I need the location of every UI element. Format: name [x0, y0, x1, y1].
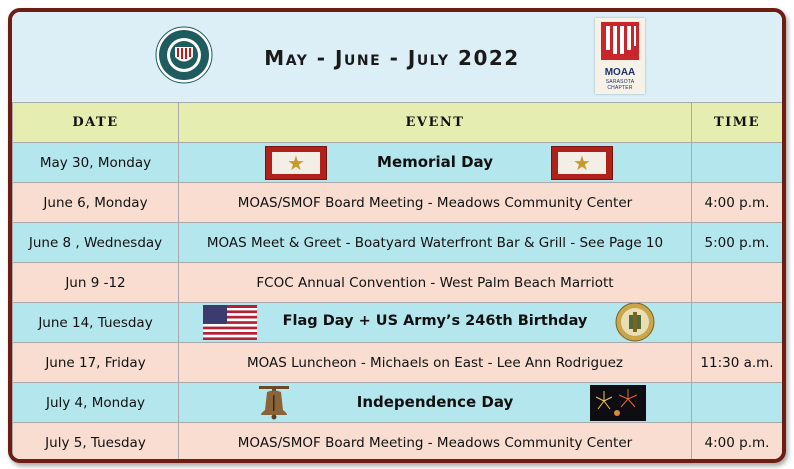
fireworks-icon	[590, 385, 646, 421]
event-time: 4:00 p.m.	[692, 183, 783, 223]
event-date: Jun 9 -12	[13, 263, 179, 303]
event-title: MOAS Meet & Greet - Boatyard Waterfront Bar & Grill - See Page 10	[179, 223, 692, 263]
event-date: May 30, Monday	[13, 143, 179, 183]
table-row	[13, 223, 783, 263]
event-time: 4:00 p.m.	[692, 423, 783, 463]
event-cell	[179, 383, 692, 423]
event-title: Independence Day	[356, 393, 514, 411]
event-cell	[179, 143, 692, 183]
column-header-date: DATE	[13, 103, 179, 143]
event-title: Memorial Day	[377, 153, 493, 171]
event-time	[692, 303, 783, 343]
event-date: June 8 , Wednesday	[13, 223, 179, 263]
table-row	[13, 263, 783, 303]
event-time	[692, 263, 783, 303]
moaa-logo-text: MOAA	[604, 67, 636, 78]
moaa-sarasota-banner-icon	[595, 18, 645, 94]
event-date: June 6, Monday	[13, 183, 179, 223]
gold-star-flag-icon: ★	[265, 146, 327, 180]
event-date: July 5, Tuesday	[13, 423, 179, 463]
newsletter-calendar-panel	[8, 8, 786, 463]
event-title: FCOC Annual Convention - West Palm Beach Marriott	[179, 263, 692, 303]
table-row	[13, 383, 783, 423]
event-cell	[179, 303, 692, 343]
event-date: June 14, Tuesday	[13, 303, 179, 343]
table-row	[13, 343, 783, 383]
event-title: MOAS/SMOF Board Meeting - Meadows Community Center	[179, 183, 692, 223]
us-army-seal-icon	[615, 303, 655, 343]
page-title: May - June - July 2022	[264, 46, 520, 70]
column-header-time: TIME	[692, 103, 783, 143]
event-time	[692, 383, 783, 423]
calendar-header	[12, 12, 782, 103]
column-header-event: EVENT	[179, 103, 692, 143]
table-row	[13, 303, 783, 343]
event-date: July 4, Monday	[13, 383, 179, 423]
gold-star-flag-icon: ★	[551, 146, 613, 180]
events-table	[12, 102, 783, 463]
event-title: Flag Day + US Army’s 246th Birthday	[282, 313, 588, 329]
table-row	[13, 183, 783, 223]
table-header-row	[13, 103, 783, 143]
table-row	[13, 423, 783, 463]
event-date: June 17, Friday	[13, 343, 179, 383]
event-time: 11:30 a.m.	[692, 343, 783, 383]
event-time: 5:00 p.m.	[692, 223, 783, 263]
table-row	[13, 143, 783, 183]
event-time	[692, 143, 783, 183]
moaa-logo-subtext: SARASOTA CHAPTER	[605, 79, 635, 91]
event-title: MOAS/SMOF Board Meeting - Meadows Community Center	[179, 423, 692, 463]
event-title: MOAS Luncheon - Michaels on East - Lee Ann Rodriguez	[179, 343, 692, 383]
